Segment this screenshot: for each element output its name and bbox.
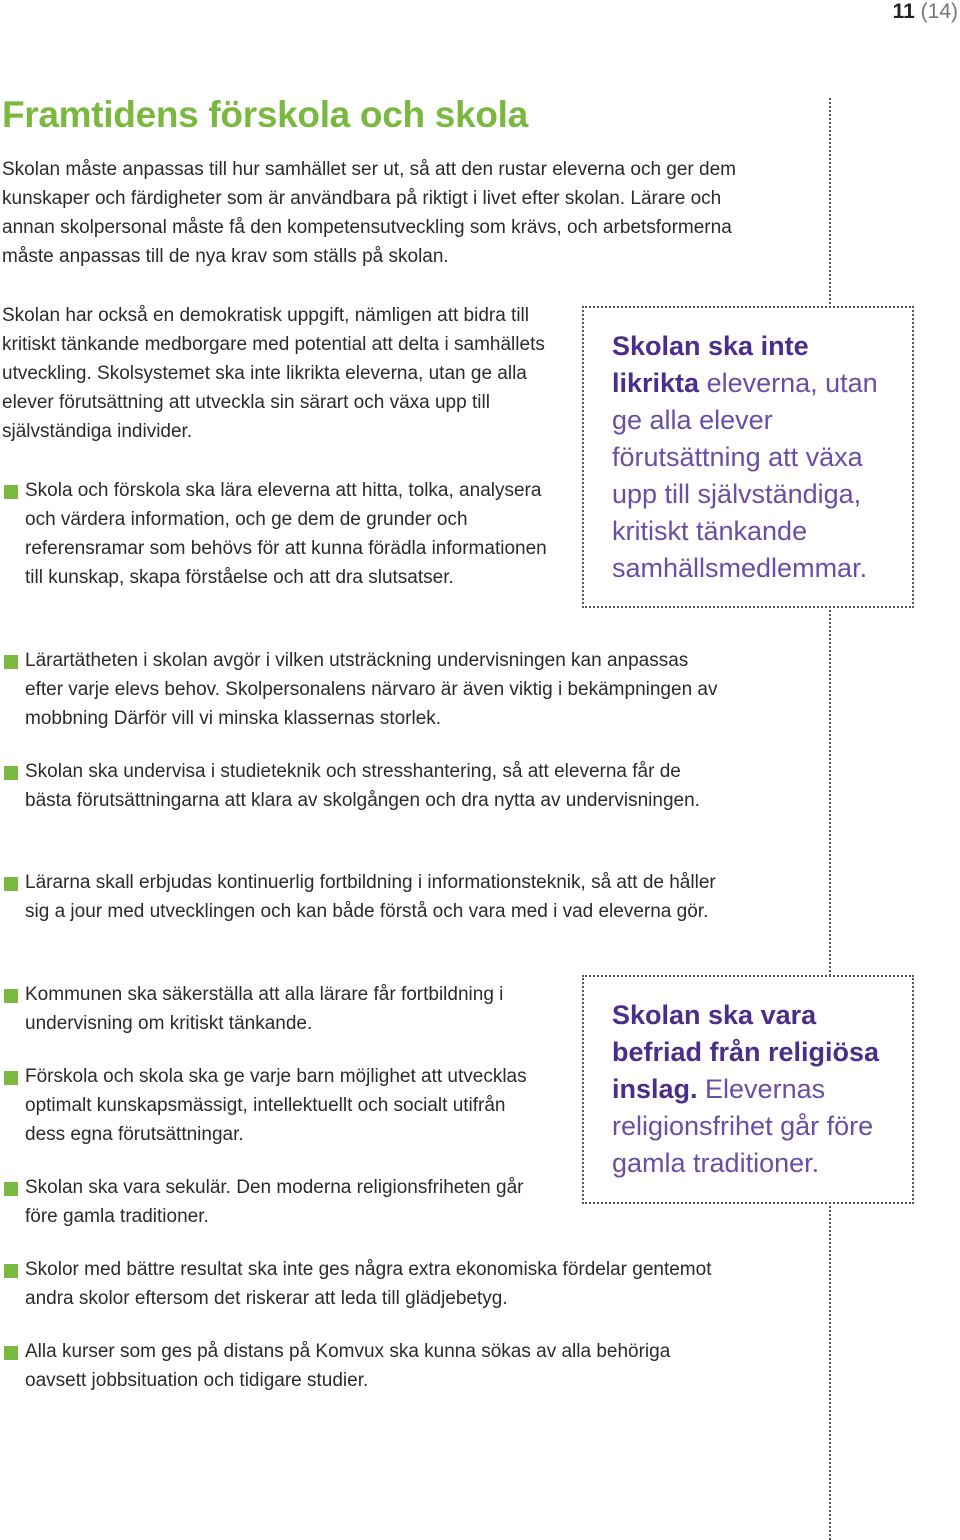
- list-item-text: Lärartätheten i skolan avgör i vilken utsträckning undervisningen kan anpassas efter varje elevs behov. Skolpersonalens närvaro är även viktig i bekämpningen av mobbning Därför vill vi minska klassernas storlek.: [25, 650, 718, 729]
- bullet-square-icon: [4, 1182, 18, 1196]
- pull-quote-highlight: Skolan ska vara befriad från religiösa inslag.: [612, 1000, 880, 1104]
- bullet-square-icon: [4, 1071, 18, 1085]
- list-item-text: Skola och förskola ska lära eleverna att hitta, tolka, analysera och värdera information, och ge dem de grunder och referensramar som behövs för att kunna förädla informationen till kunskap, skapa förståelse och att dra slutsatser.: [25, 480, 547, 588]
- bullet-square-icon: [4, 1264, 18, 1278]
- list-item-text: Skolan ska undervisa i studieteknik och stresshantering, så att eleverna får de bästa förutsättningarna att klara av skolgången och dra nytta av undervisningen.: [25, 761, 700, 811]
- bullet-square-icon: [4, 655, 18, 669]
- list-item: [2, 1255, 715, 1313]
- list-item-text: Alla kurser som ges på distans på Komvux ska kunna sökas av alla behöriga oavsett jobbsituation och tidigare studier.: [25, 1341, 671, 1391]
- intro-paragraph-1: Skolan måste anpassas till hur samhället ser ut, så att den rustar eleverna och ger dem kunskaper och färdigheter som är användbara på riktigt i livet efter skolan. Lärare och annan skolpersonal måste få den kompetensutveckling som krävs, och arbetsformerna måste anpassas till de nya krav som ställs på skolan.: [2, 159, 736, 267]
- bullet-square-icon: [4, 877, 18, 891]
- list-item: [2, 1062, 540, 1149]
- bullet-square-icon: [4, 989, 18, 1003]
- pull-quote-highlight: Skolan ska inte likrikta: [612, 331, 809, 398]
- list-item: [2, 646, 725, 733]
- list-item-text: Kommunen ska säkerställa att alla lärare får fortbildning i undervisning om kritiskt tänkande.: [25, 984, 504, 1034]
- pull-quote-text: eleverna, utan ge alla elever förutsättning att växa upp till självständiga, kritiskt tänkande samhällsmedlemmar.: [612, 368, 878, 583]
- bullet-square-icon: [4, 1346, 18, 1360]
- bullet-square-icon: [4, 766, 18, 780]
- intro-paragraph-2: Skolan har också en demokratisk uppgift, nämligen att bidra till kritiskt tänkande medborgare med potential att delta i samhällets utveckling. Skolsystemet ska inte likrikta eleverna, utan ge alla elever förutsättning att utveckla sin särart och växa upp till självständiga individer.: [2, 305, 545, 442]
- list-item-text: Förskola och skola ska ge varje barn möjlighet att utvecklas optimalt kunskapsmässigt, intellektuellt och socialt utifrån dess egna förutsättningar.: [25, 1066, 527, 1145]
- list-item-text: Skolor med bättre resultat ska inte ges några extra ekonomiska fördelar gentemot andra skolor eftersom det riskerar att leda till glädjebetyg.: [25, 1259, 712, 1309]
- list-item: [2, 757, 720, 815]
- list-item: [2, 868, 745, 926]
- pull-quote-1: [582, 306, 914, 608]
- page-number: [893, 0, 958, 24]
- bullet-square-icon: [4, 485, 18, 499]
- list-item: [2, 1173, 555, 1231]
- list-item-text: Lärarna skall erbjudas kontinuerlig fortbildning i informationsteknik, så att de håller sig a jour med utvecklingen och kan både förstå och vara med i vad eleverna gör.: [25, 872, 716, 922]
- pull-quote-2: [582, 975, 914, 1204]
- pull-quote-text: Elevernas religionsfrihet går före gamla traditioner.: [612, 1074, 874, 1178]
- list-item: [2, 476, 550, 592]
- list-item: [2, 1337, 725, 1395]
- list-item-text: Skolan ska vara sekulär. Den moderna religionsfriheten går före gamla traditioner.: [25, 1177, 524, 1227]
- page-current: 11: [892, 0, 915, 23]
- page-title: Framtidens förskola och skola: [2, 94, 528, 135]
- list-item: [2, 980, 565, 1038]
- page-total: (14): [920, 0, 958, 23]
